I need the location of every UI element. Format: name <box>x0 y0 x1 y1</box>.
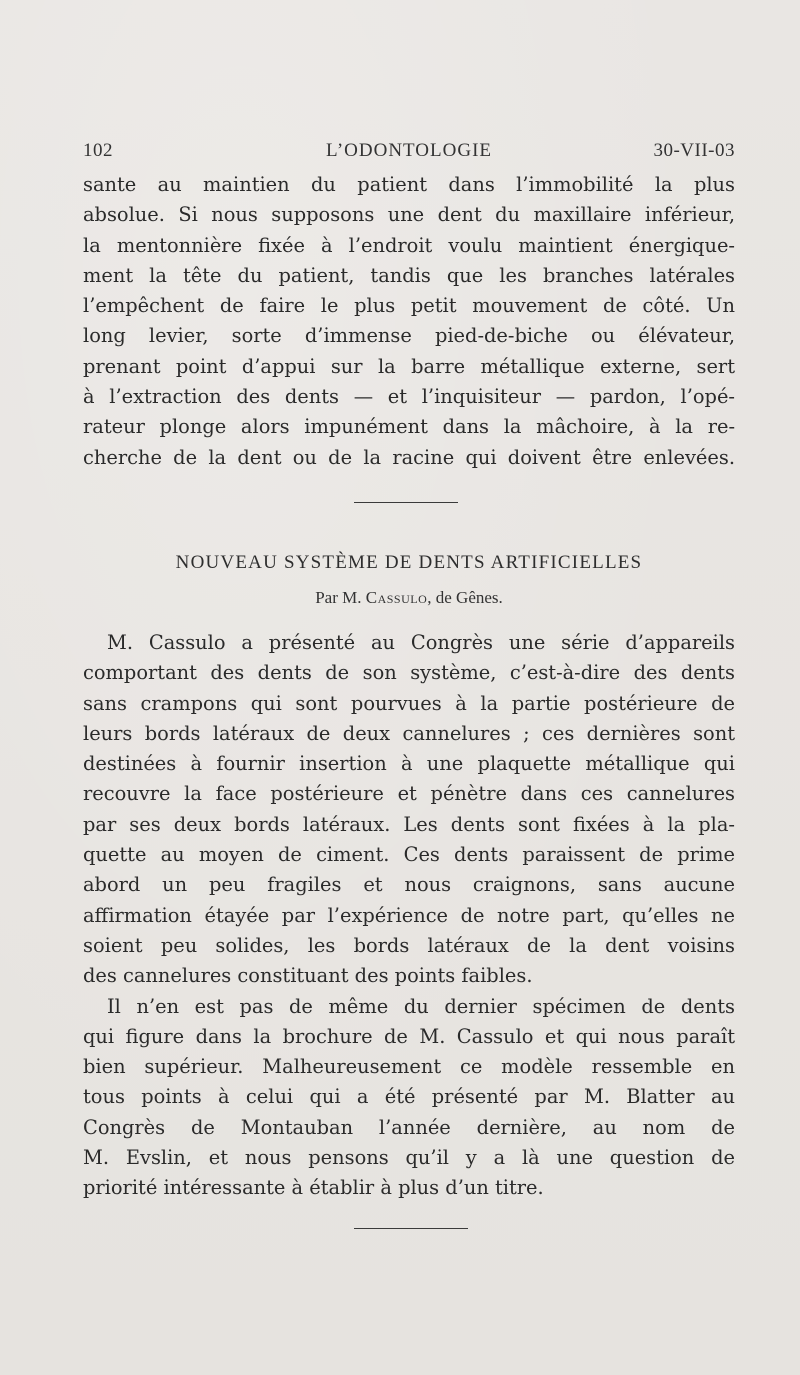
text-line: à l’extraction des dents — et l’inquisiteur — pardon, l’opé- <box>83 385 735 409</box>
text-line: M. Evslin, et nous pensons qu’il y a là une question de <box>83 1146 735 1170</box>
byline-prefix: Par M. <box>315 588 362 607</box>
text-line: la mentonnière fixée à l’endroit voulu maintient énergique- <box>83 233 735 257</box>
text-line: quette au moyen de ciment. Ces dents paraissent de prime <box>83 843 735 867</box>
section-divider <box>354 502 458 503</box>
text-line: destinées à fournir insertion à une plaquette métallique qui <box>83 752 735 776</box>
text-line: rateur plonge alors impunément dans la mâchoire, à la re- <box>83 415 735 439</box>
text-line: sante au maintien du patient dans l’immobilité la plus <box>83 173 735 196</box>
text-line: M. Cassulo a présenté au Congrès une série d’appareils <box>107 631 735 654</box>
text-line: recouvre la face postérieure et pénètre dans ces cannelures <box>83 782 735 806</box>
text-line: des cannelures constituant des points faibles. <box>83 964 533 988</box>
text-line: tous points à celui qui a été présenté par M. Blatter au <box>83 1085 735 1109</box>
end-divider <box>354 1228 468 1229</box>
article-body <box>83 628 735 1204</box>
issue-date: 30-VII-03 <box>653 140 735 161</box>
text-line: leurs bords latéraux de deux cannelures ; ces dernières sont <box>83 721 735 745</box>
text-line: Congrès de Montauban l’année dernière, au nom de <box>83 1115 735 1139</box>
text-line: long levier, sorte d’immense pied-de-biche ou élévateur, <box>83 324 735 348</box>
running-header <box>83 140 735 168</box>
byline-author: Cassulo <box>365 588 428 607</box>
text-line: abord un peu fragiles et nous craignons, sans aucune <box>83 873 735 897</box>
text-line: prenant point d’appui sur la barre métallique externe, sert <box>83 354 735 378</box>
text-line: soient peu solides, les bords latéraux de la dent voisins <box>83 933 735 957</box>
section-byline <box>83 588 735 608</box>
intro-paragraph <box>83 170 735 473</box>
text-line: qui figure dans la brochure de M. Cassulo et qui nous paraît <box>83 1024 735 1048</box>
text-line: affirmation étayée par l’expérience de notre part, qu’elles ne <box>83 903 735 927</box>
section-title: NOUVEAU SYSTÈME DE DENTS ARTIFICIELLES <box>175 552 643 573</box>
text-line: sans crampons qui sont pourvues à la partie postérieure de <box>83 691 735 715</box>
byline-suffix: , de Gênes. <box>427 588 503 607</box>
text-line: priorité intéressante à établir à plus d’un titre. <box>83 1176 544 1200</box>
text-line: par ses deux bords latéraux. Les dents sont fixées à la pla- <box>83 812 735 836</box>
text-line: Il n’en est pas de même du dernier spécimen de dents <box>107 994 735 1018</box>
text-line: comportant des dents de son système, c’est-à-dire des dents <box>83 661 735 685</box>
text-line: bien supérieur. Malheureusement ce modèle ressemble en <box>83 1055 735 1079</box>
journal-title: L’ODONTOLOGIE <box>325 140 493 161</box>
text-line: cherche de la dent ou de la racine qui doivent être enlevées. <box>83 445 735 469</box>
text-line: l’empêchent de faire le plus petit mouvement de côté. Un <box>83 294 735 318</box>
text-line: ment la tête du patient, tandis que les branches latérales <box>83 263 735 287</box>
page-number: 102 <box>83 140 113 161</box>
text-line: absolue. Si nous supposons une dent du maxillaire inférieur, <box>83 203 735 227</box>
